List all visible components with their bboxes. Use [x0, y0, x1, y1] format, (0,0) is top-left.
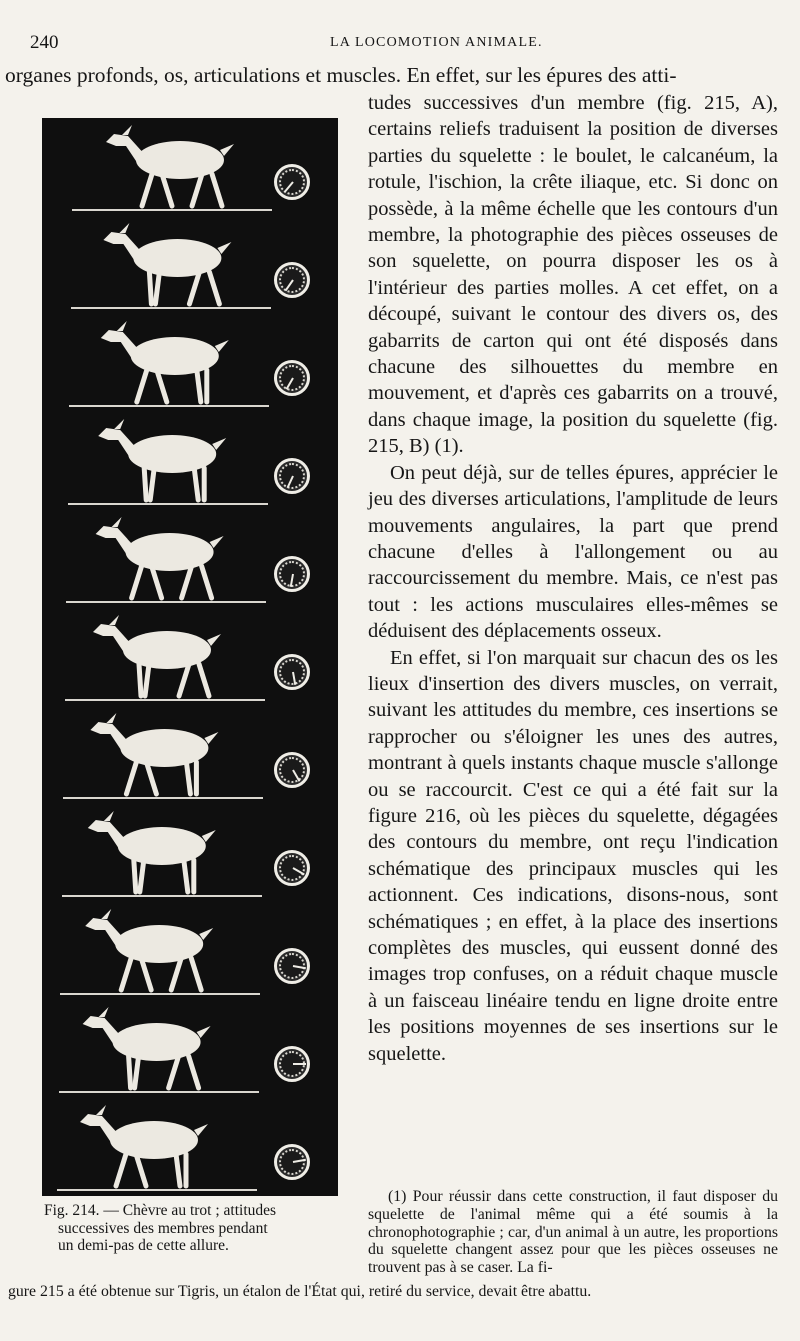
chronometer-dial [274, 556, 310, 592]
figure-caption-line-1: Fig. 214. — Chèvre au trot ; attitudes [44, 1202, 277, 1219]
chronometer-dial [274, 164, 310, 200]
body-paragraph-3: En effet, si l'on marquait sur chacun des os les lieux d'insertion des divers muscles, on verrait, suivant les attitudes du membre, ces insertions se rapprocher ou s'éloigner les unes des autres, montrant à quels instants chaque muscle s'allonge ou se raccourcit. C'est ce qui a été fait sur la figure 216, où les pièces du squelette, dégagées des contours du membre, ont reçu l'indication schématique des principaux muscles qui les actionnent. Ces indications, disons-nous, sont schématiques ; en effet, à la place des insertions complètes des muscles, qui eussent donné des images trop confuses, on a réduit chaque muscle à un faisceau linéaire tendu en ligne droite entre les positions moyennes de ses insertions sur le squelette. [368, 646, 778, 1065]
chronometer-dial [274, 654, 310, 690]
figure-frame [42, 708, 338, 806]
figure-frame [42, 1002, 338, 1100]
body-first-line: organes profonds, os, articulations et muscles. En effet, sur les épures des atti- [5, 63, 677, 87]
figure-frame [42, 512, 338, 610]
body-paragraph-2: On peut déjà, sur de telles épures, apprécier le jeu des diverses articulations, l'amplitude de leurs mouvements angulaires, la part que prend chacune d'elles à l'allongement ou au raccourcissement du membre. Mais, ce n'est pas tout : les actions musculaires elles-mêmes se déduisent des déplacements osseux. [368, 461, 778, 643]
figure-frame [42, 120, 338, 218]
figure-caption [44, 1202, 338, 1255]
footnote: (1) Pour réussir dans cette construction, il faut disposer du squelette de l'animal même qui a été soumis à la chronophotographie ; car, d'un animal à un autre, les proportions du squelette changent assez pour que les pièces osseuses ne trouvent pas à se caser. La fi- [368, 1188, 778, 1277]
ground-line [68, 503, 268, 505]
figure-frame [42, 316, 338, 414]
chronometer-dial [274, 850, 310, 886]
footnote-continuation: gure 215 a été obtenue sur Tigris, un étalon de l'État qui, retiré du service, devait être abattu. [8, 1283, 592, 1300]
ground-line [69, 405, 269, 407]
body-paragraph-1: tudes successives d'un membre (fig. 215, A), certains reliefs traduisent la position de diverses parties du squelette : le boulet, le calcanéum, la rotule, l'ischion, la crête iliaque, etc. Si donc on possède, à la même échelle que les contours d'un membre, la photographie des pièces osseuses de son squelette, on pourra disposer les os à l'intérieur des parties molles. A cet effet, on a découpé, suivant le contour des divers os, des gabarrits de carton qui ont été disposés dans chacune des silhouettes du membre en mouvement, et d'après ces gabarrits on a trouvé, dans chaque image, la position du squelette (fig. 215, B) (1). [368, 92, 778, 458]
running-title: LA LOCOMOTION ANIMALE. [330, 35, 543, 50]
figure-caption-line-2: successives des membres pendant [58, 1219, 268, 1237]
body-text-column [368, 90, 778, 1067]
ground-line [63, 797, 263, 799]
page-number: 240 [30, 32, 59, 53]
figure-caption-line-3: un demi-pas de cette allure. [58, 1237, 229, 1254]
ground-line [60, 993, 260, 995]
chronometer-dial [274, 948, 310, 984]
ground-line [65, 699, 265, 701]
figure-frame [42, 1100, 338, 1198]
figure-214-chronophotograph [42, 118, 338, 1196]
figure-frame [42, 806, 338, 904]
ground-line [71, 307, 271, 309]
figure-frame [42, 610, 338, 708]
ground-line [62, 895, 262, 897]
figure-frame [42, 218, 338, 316]
chronometer-dial [274, 1144, 310, 1180]
figure-frame [42, 414, 338, 512]
ground-line [72, 209, 272, 211]
figure-frame [42, 904, 338, 1002]
chronometer-dial [274, 360, 310, 396]
ground-line [59, 1091, 259, 1093]
chronometer-dial [274, 1046, 310, 1082]
ground-line [66, 601, 266, 603]
running-head [30, 32, 780, 54]
chronometer-dial [274, 262, 310, 298]
chronometer-dial [274, 458, 310, 494]
chronometer-dial [274, 752, 310, 788]
ground-line [57, 1189, 257, 1191]
